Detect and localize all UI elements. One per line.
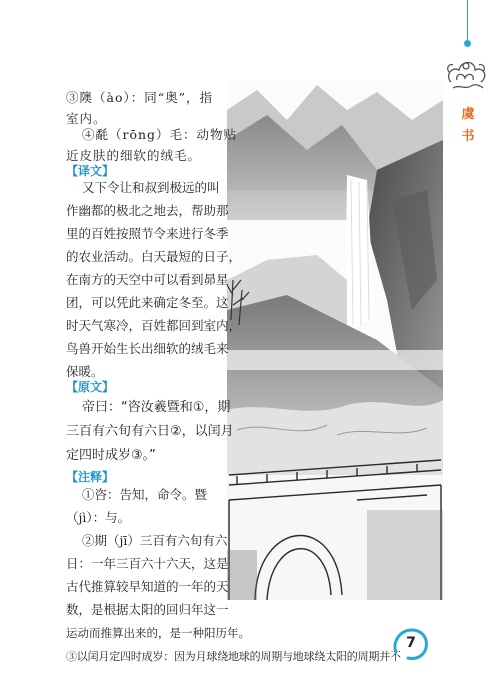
- notes-line: 数，是根据太阳的回归年这一: [66, 602, 229, 617]
- notes-last-line: ③以闰月定四时成岁：因为月球绕地球的周期与地球绕太阳的周期并不: [66, 650, 401, 663]
- translation-line: 又下令让和叔到极远的叫: [82, 180, 220, 195]
- notes-line: ①咨：告知，命令。暨: [82, 487, 208, 502]
- translation-line: 时天气寒冷，百姓都回到室内，: [66, 318, 242, 333]
- translation-line: 团，可以凭此来确定冬至。这: [66, 295, 229, 310]
- notes-line: 古代推算较早知道的一年的天: [66, 579, 229, 594]
- notes-label: 【注释】: [66, 470, 115, 484]
- translation-line: 里的百姓按照节令来进行冬季: [66, 226, 229, 241]
- translation-line: 保暖。: [66, 364, 104, 379]
- translation-line: 作幽都的极北之地去，帮助那: [66, 203, 229, 218]
- chapter-title: 虞书: [461, 107, 475, 144]
- translation-label: 【译文】: [66, 164, 115, 178]
- page-number: 7: [406, 635, 416, 651]
- header-rule: [467, 0, 468, 40]
- original-label: 【原文】: [66, 380, 115, 394]
- notes-line: 运动而推算出来的，是一种阳历年。: [66, 626, 250, 640]
- notes-line: 日：一年三百六十六天，这是: [66, 556, 229, 571]
- translation-line: 的农业活动。白天最短的日子，: [66, 249, 242, 264]
- note-3-line-1: ③隩（ào）：同“奥”，指: [66, 90, 214, 105]
- translation-line: 在南方的天空中可以看到昴星: [66, 272, 229, 287]
- cloud-emblem-icon: [443, 52, 489, 98]
- note-3-line-2: 室内。: [66, 111, 107, 126]
- original-line: 帝曰：“咨汝羲暨和①，期: [82, 400, 231, 415]
- header-dot: [464, 40, 471, 47]
- note-4-line-2: 近皮肤的细软的绒毛。: [66, 148, 202, 163]
- original-line: 三百有六旬有六日②，以闰月: [66, 424, 234, 439]
- translation-line: 鸟兽开始生长出细软的绒毛来: [66, 341, 229, 356]
- notes-line: ②期（jī）三百有六旬有六: [82, 533, 228, 548]
- notes-line: （jì）：与。: [66, 510, 131, 525]
- note-4-line-1: ④氄（rōng）毛：动物贴: [82, 127, 238, 142]
- landscape-painting: [227, 80, 443, 600]
- original-line: 定四时成岁③。”: [66, 448, 156, 463]
